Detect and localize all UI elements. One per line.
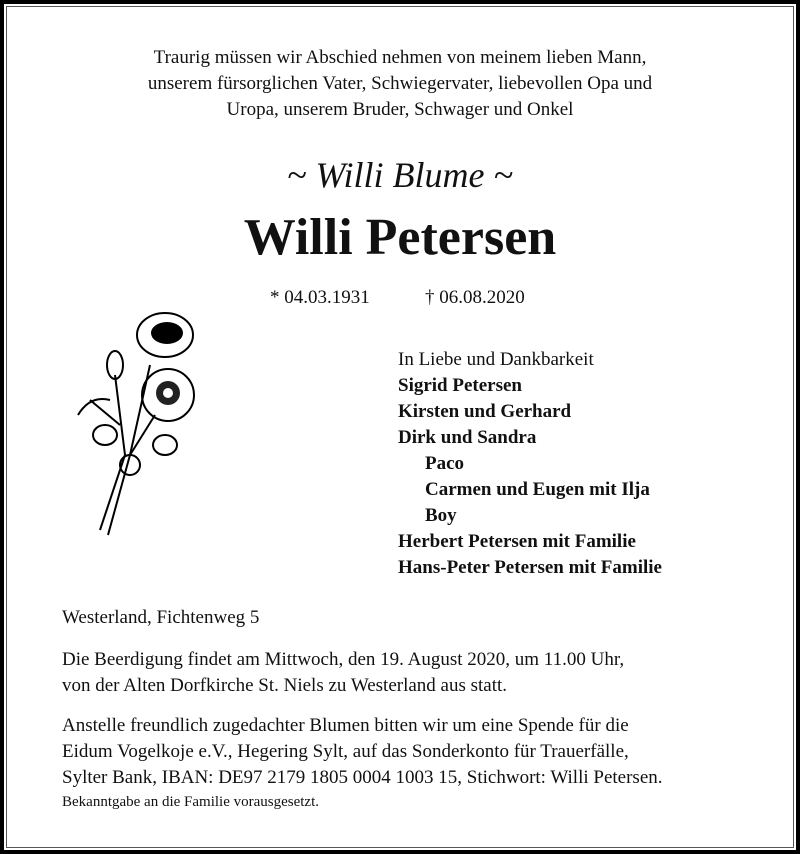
rose-illustration [70, 305, 210, 545]
intro-line-1: Traurig müssen wir Abschied nehmen von meinem lieben Mann, [153, 47, 647, 68]
donation-line-3: Sylter Bank, IBAN: DE97 2179 1805 0004 1003 15, Stichwort: Willi Petersen. [62, 767, 663, 788]
funeral-line-1: Die Beerdigung findet am Mittwoch, den 19. August 2020, um 11.00 Uhr, [62, 649, 625, 670]
intro-line-2: unserem fürsorglichen Vater, Schwiegervater, liebevollen Opa und [147, 73, 653, 94]
deceased-name: Willi Petersen [243, 209, 557, 266]
donation-line-1: Anstelle freundlich zugedachter Blumen bitten wir um eine Spende für die [62, 715, 629, 736]
funeral-line-2: von der Alten Dorfkirche St. Niels zu Westerland aus statt. [62, 675, 508, 696]
family-member: Boy [425, 505, 457, 526]
family-heading: In Liebe und Dankbarkeit [398, 349, 594, 370]
donation-line-2: Eidum Vogelkoje e.V., Hegering Sylt, auf das Sonderkonto für Trauerfälle, [62, 741, 629, 762]
birth-date: * 04.03.1931 [270, 287, 370, 308]
notice-note: Bekanntgabe an die Familie vorausgesetzt. [62, 794, 319, 810]
family-member: Herbert Petersen mit Familie [398, 531, 636, 552]
death-date: † 06.08.2020 [425, 287, 525, 308]
family-member: Hans-Peter Petersen mit Familie [398, 557, 662, 578]
family-member: Sigrid Petersen [398, 375, 523, 396]
intro-line-3: Uropa, unserem Bruder, Schwager und Onkel [226, 99, 574, 120]
family-member: Dirk und Sandra [398, 427, 537, 448]
family-member: Kirsten und Gerhard [398, 401, 572, 422]
family-member: Paco [425, 453, 465, 474]
family-member: Carmen und Eugen mit Ilja [425, 479, 650, 500]
address: Westerland, Fichtenweg 5 [62, 607, 260, 628]
nickname: ~ Willi Blume ~ [287, 155, 513, 195]
